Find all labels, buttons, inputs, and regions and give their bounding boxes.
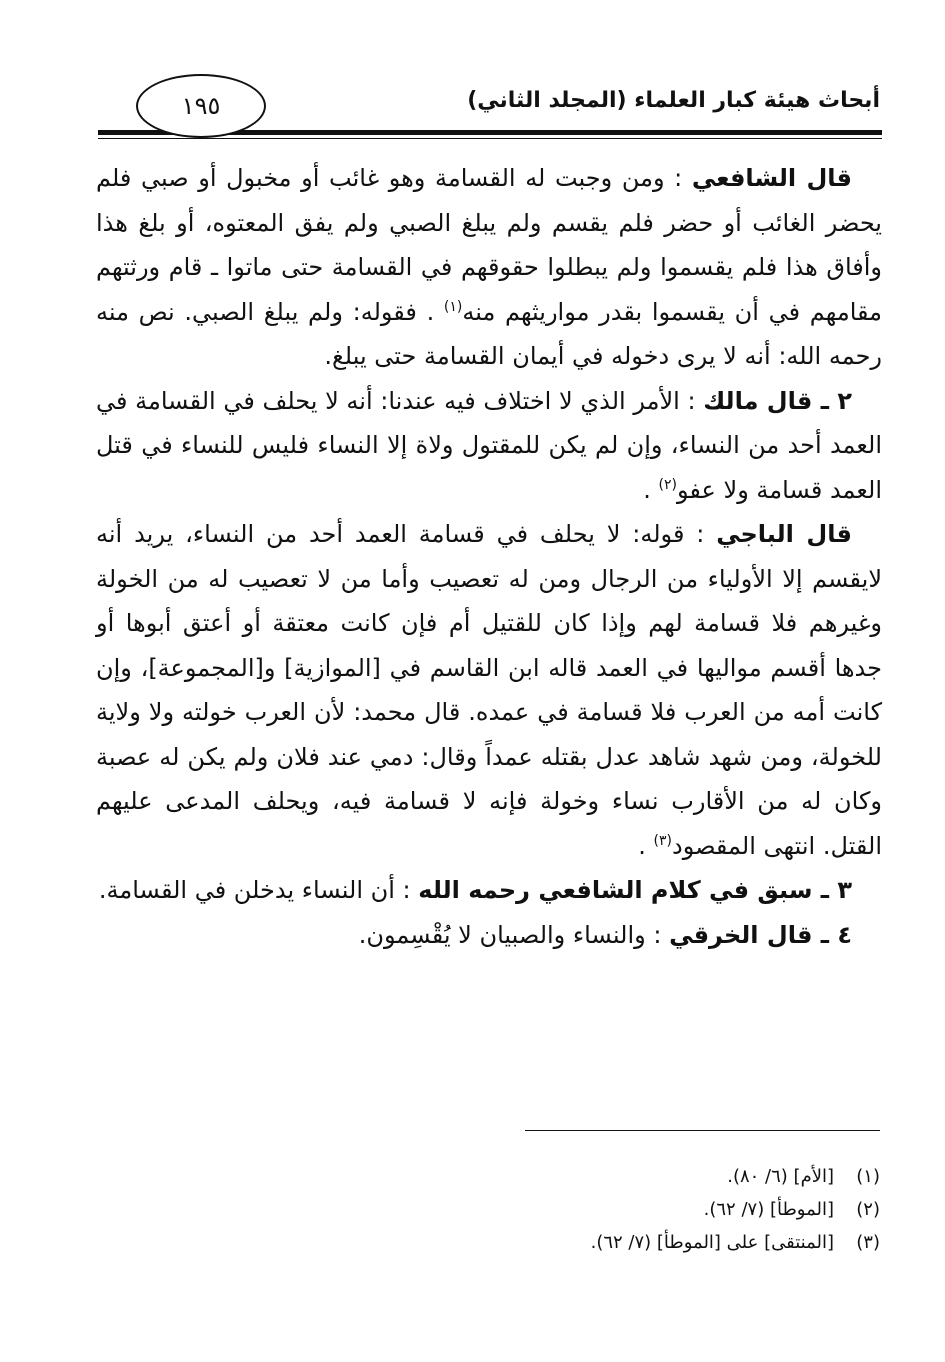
footnote-ref: (٣) (653, 832, 673, 849)
footnote-item (120, 1226, 880, 1259)
footnote-text: [المنتقى] على [الموطأ] (٧/ ٦٢). (590, 1232, 834, 1253)
paragraph-text: : والنساء والصبيان لا يُقْسِمون. (358, 920, 662, 949)
running-title: أبحاث هيئة كبار العلماء (المجلد الثاني) (467, 88, 880, 113)
paragraph-text: . فقوله: ولم يبلغ الصبي. نص منه رحمه الله: أنه لا يرى دخوله في أيمان القسامة حتى يبلغ. (96, 297, 882, 370)
header-rule-thin (98, 138, 882, 139)
paragraph-text: : الأمر الذي لا اختلاف فيه عندنا: أنه لا يحلف في القسامة في العمد أحد من النساء، وإن لم يكن للمقتول ولاة إلا النساء فليس للنساء في قتل العمد قسامة ولا عفو (96, 386, 882, 504)
footnote-number: (٢) (856, 1199, 880, 1220)
paragraph-text: . (638, 831, 646, 860)
footnote-number: (٣) (856, 1232, 880, 1253)
main-text (96, 156, 882, 957)
footnote-ref: (٢) (658, 476, 678, 493)
paragraph-text: : قوله: لا يحلف في قسامة العمد أحد من النساء، يريد أنه لايقسم إلا الأولياء من الرجال ومن له تعصيب وأما من لا تعصيب له من الخولة وغيرهم فلا قسامة لهم وإذا كان للقتيل أم فإن كانت معتقة أو أعتق أبوها أو جدها أقسم مواليها في العمد قاله ابن القاسم في [الموازية] و[المجموعة]، وإن كانت أمه من العرب فلا قسامة في عمده. قال محمد: لأن العرب خولته ولا ولاية للخولة، ومن شهد شاهد عدل بقتله عمداً وقال: دمي عند فلان ولم يكن له عصبة وكان له من الأقارب نساء وخولة فإنه لا قسامة فيه، ويحلف المدعى عليهم القتل. انتهى المقصود (96, 520, 882, 860)
paragraph-lead: ٢ ـ قال مالك (703, 386, 852, 415)
footnote-text: [الموطأ] (٧/ ٦٢). (703, 1199, 834, 1220)
paragraph-text: . (643, 475, 651, 504)
paragraph-malik (96, 379, 882, 513)
paragraph-baji (96, 512, 882, 868)
paragraph-lead: ٤ ـ قال الخرقي (669, 920, 852, 949)
page-header (100, 82, 880, 132)
paragraph-shafii (96, 156, 882, 379)
paragraph-text: : ومن وجبت له القسامة وهو غائب أو مخبول أو صبي فلم يحضر الغائب أو حضر فلم يقسم ولم يبلغ الصبي ولم يفق المعتوه، أو بلغ هذا وأفاق هذا فلم يقسموا ولم يبطلوا حقوقهم في القسامة حتى ماتوا ـ قام ورثتهم مقامهم في أن يقسموا بقدر مواريثهم منه (96, 164, 882, 326)
paragraph-shafii-women (96, 868, 882, 913)
footnote-text: [الأم] (٦/ ٨٠). (727, 1166, 834, 1187)
paragraph-lead: قال الشافعي (691, 164, 852, 192)
footnote-number: (١) (856, 1166, 880, 1187)
footnote-separator (525, 1130, 880, 1131)
paragraph-text: : أن النساء يدخلن في القسامة. (98, 876, 411, 904)
page-number: ١٩٥ (136, 74, 266, 138)
paragraph-lead: ٣ ـ سبق في كلام الشافعي رحمه الله (418, 876, 852, 904)
paragraph-khiraqi (96, 913, 882, 958)
footnote-item (120, 1160, 880, 1193)
footnote-ref: (١) (443, 298, 463, 315)
footnote-item (120, 1193, 880, 1226)
paragraph-lead: قال الباجي (716, 520, 852, 548)
footnotes (120, 1160, 880, 1259)
